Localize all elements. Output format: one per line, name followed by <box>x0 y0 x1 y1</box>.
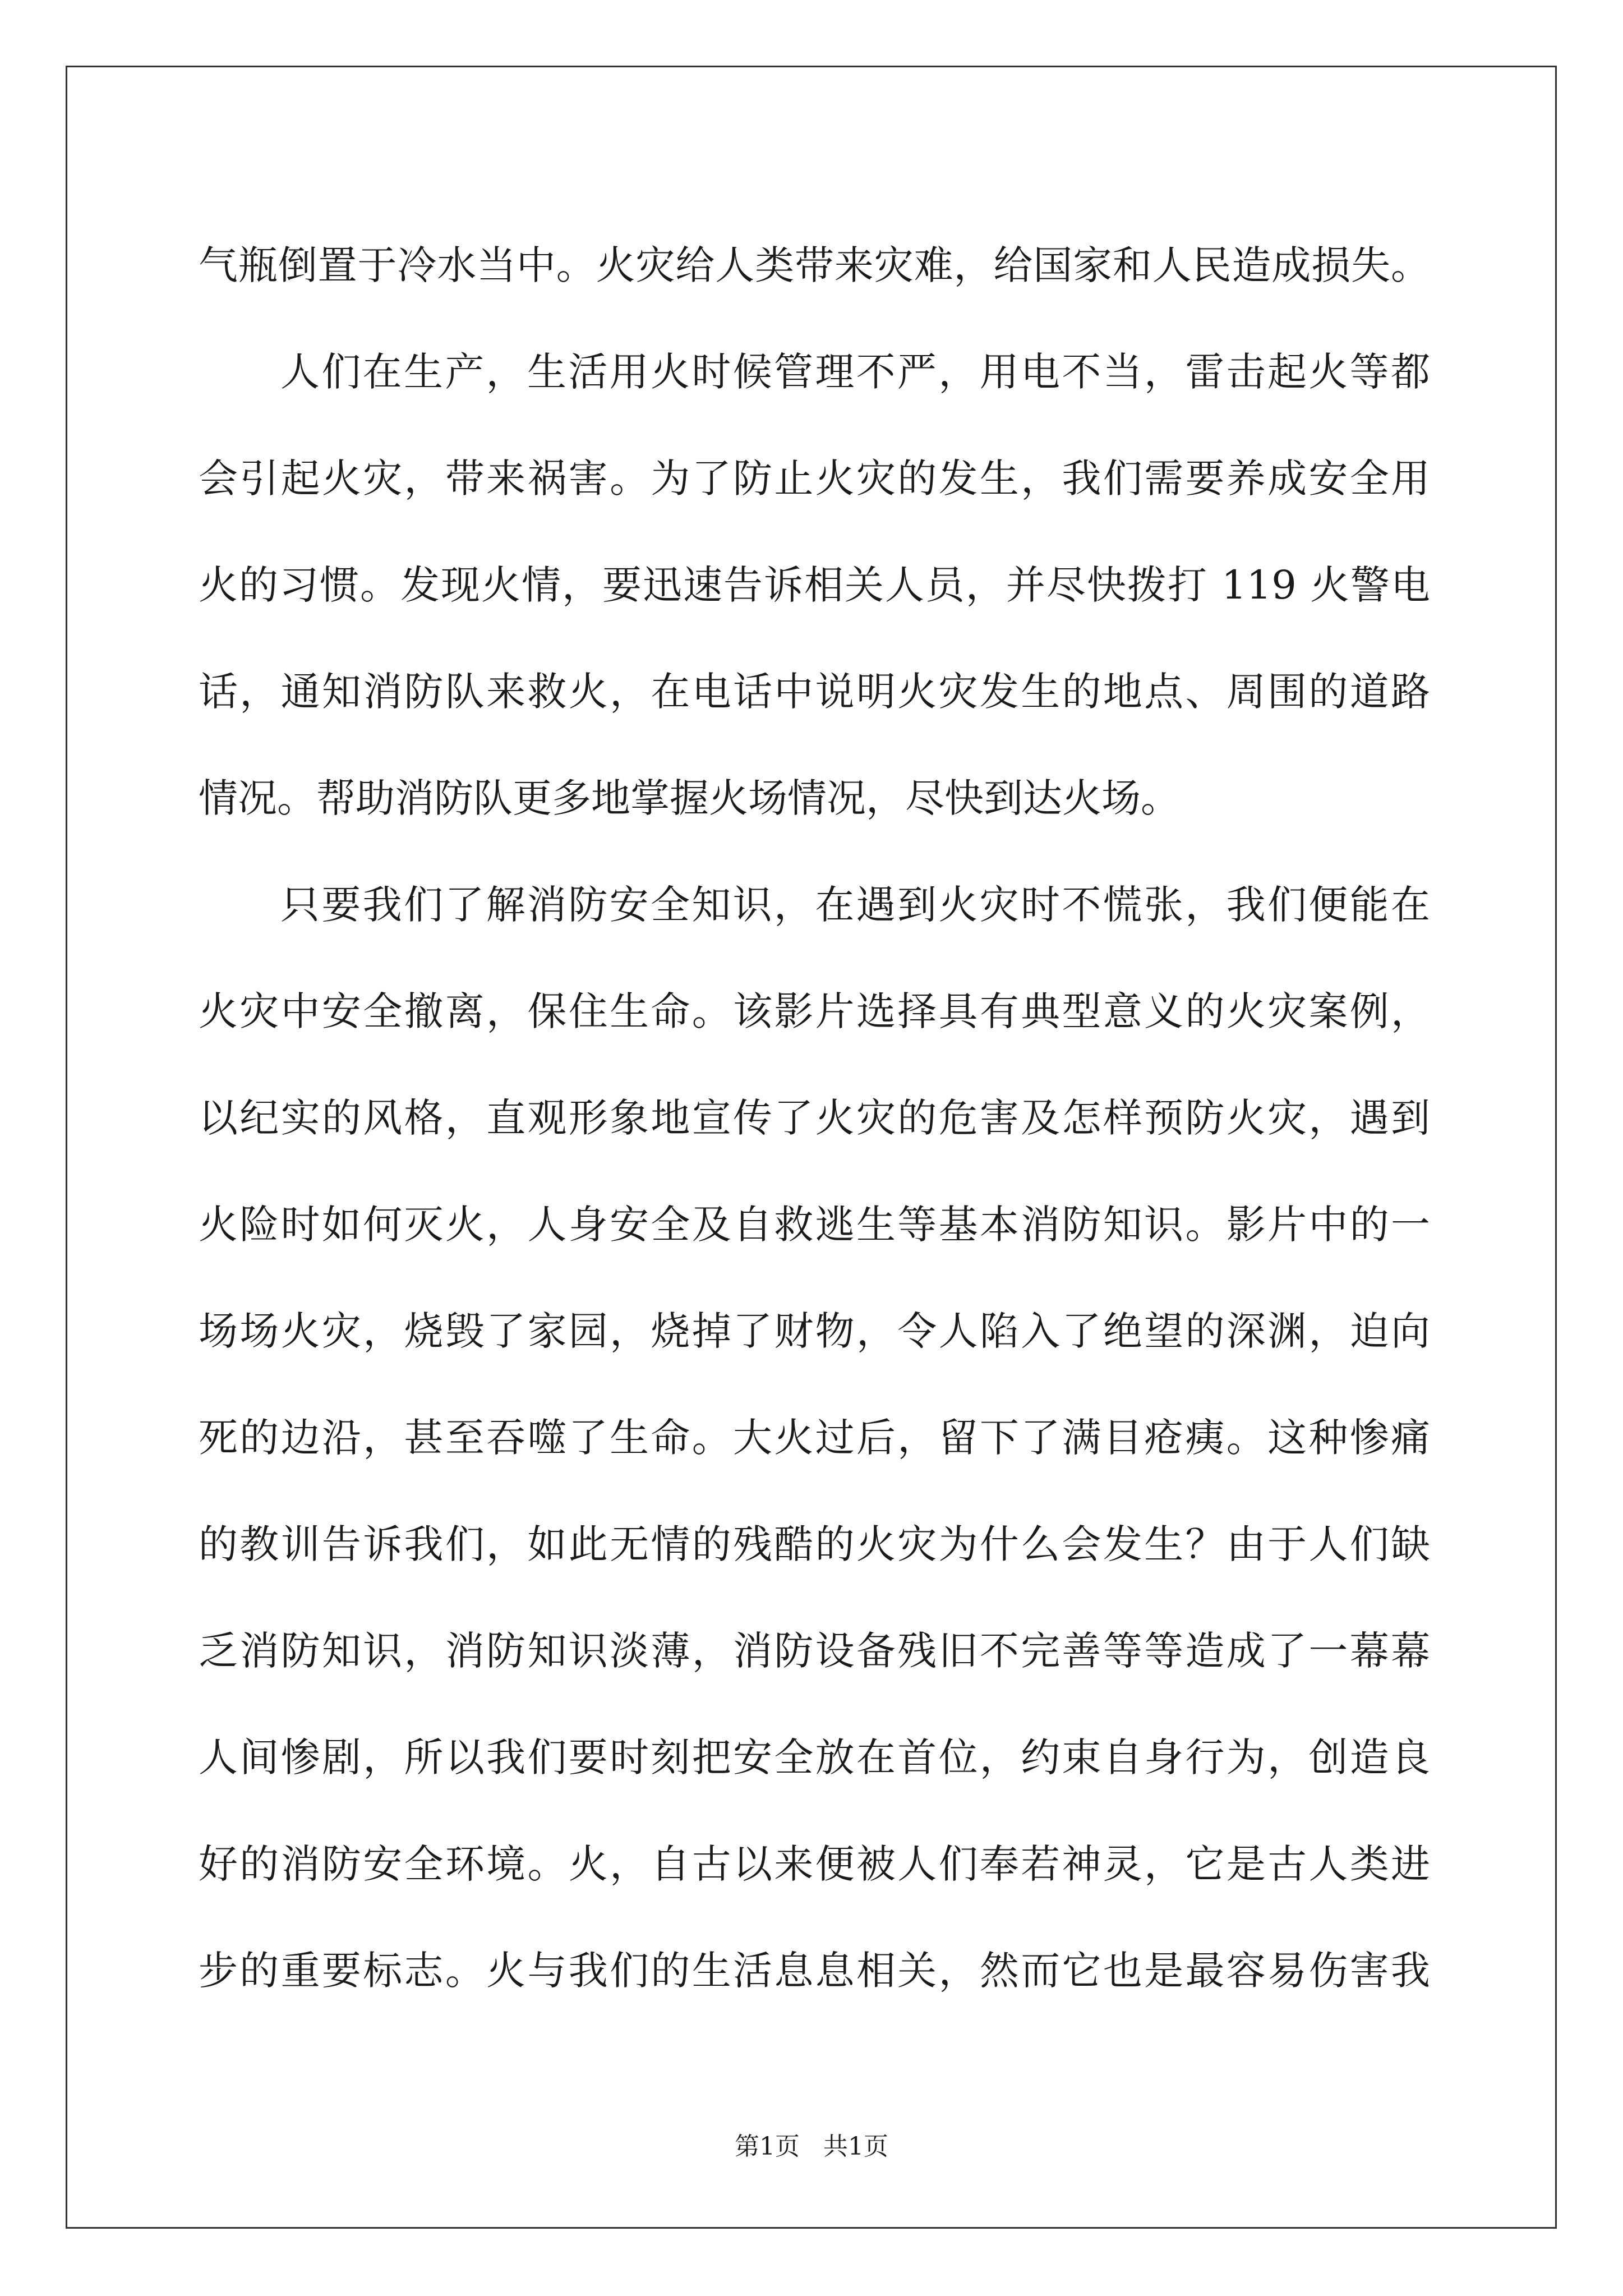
text-line: 的教训告诉我们，如此无情的残酷的火灾为什么会发生？由于人们缺 <box>199 1521 1430 1567</box>
text-line: 火灾中安全撤离，保住生命。该影片选择具有典型意义的火灾案例， <box>199 988 1430 1034</box>
page-number-footer: 第1页 共1页 <box>735 2132 888 2161</box>
text-line: 人间惨剧，所以我们要时刻把安全放在首位，约束自身行为，创造良 <box>199 1734 1430 1780</box>
text-line: 死的边沿，甚至吞噬了生命。大火过后，留下了满目疮痍。这种惨痛 <box>199 1415 1430 1461</box>
text-line: 以纪实的风格，直观形象地宣传了火灾的危害及怎样预防火灾，遇到 <box>199 1095 1430 1141</box>
text-line: 好的消防安全环境。火，自古以来便被人们奉若神灵，它是古人类进 <box>199 1841 1430 1887</box>
paragraph-first-line: 只要我们了解消防安全知识，在遇到火灾时不慌张，我们便能在 <box>280 882 1430 928</box>
text-line: 火险时如何灭火，人身安全及自救逃生等基本消防知识。影片中的一 <box>199 1202 1430 1248</box>
text-line: 话，通知消防队来救火，在电话中说明火灾发生的地点、周围的道路 <box>199 669 1430 715</box>
text-line: 乏消防知识，消防知识淡薄，消防设备残旧不完善等等造成了一幕幕 <box>199 1628 1430 1674</box>
paragraph-last-line: 情况。帮助消防队更多地掌握火场情况，尽快到达火场。 <box>199 775 1180 821</box>
text-line: 火的习惯。发现火情，要迅速告诉相关人员，并尽快拨打 119 火警电 <box>199 562 1430 608</box>
text-line: 气瓶倒置于冷水当中。火灾给人类带来灾难，给国家和人民造成损失。 <box>199 242 1430 288</box>
document-body <box>199 212 1430 2024</box>
text-line: 会引起火灾，带来祸害。为了防止火灾的发生，我们需要养成安全用 <box>199 455 1430 501</box>
text-line: 步的重要标志。火与我们的生活息息相关，然而它也是最容易伤害我 <box>199 1948 1430 1994</box>
paragraph-first-line: 人们在生产，生活用火时候管理不严，用电不当，雷击起火等都 <box>280 349 1430 395</box>
text-line: 场场火灾，烧毁了家园，烧掉了财物，令人陷入了绝望的深渊，迫向 <box>199 1308 1430 1354</box>
